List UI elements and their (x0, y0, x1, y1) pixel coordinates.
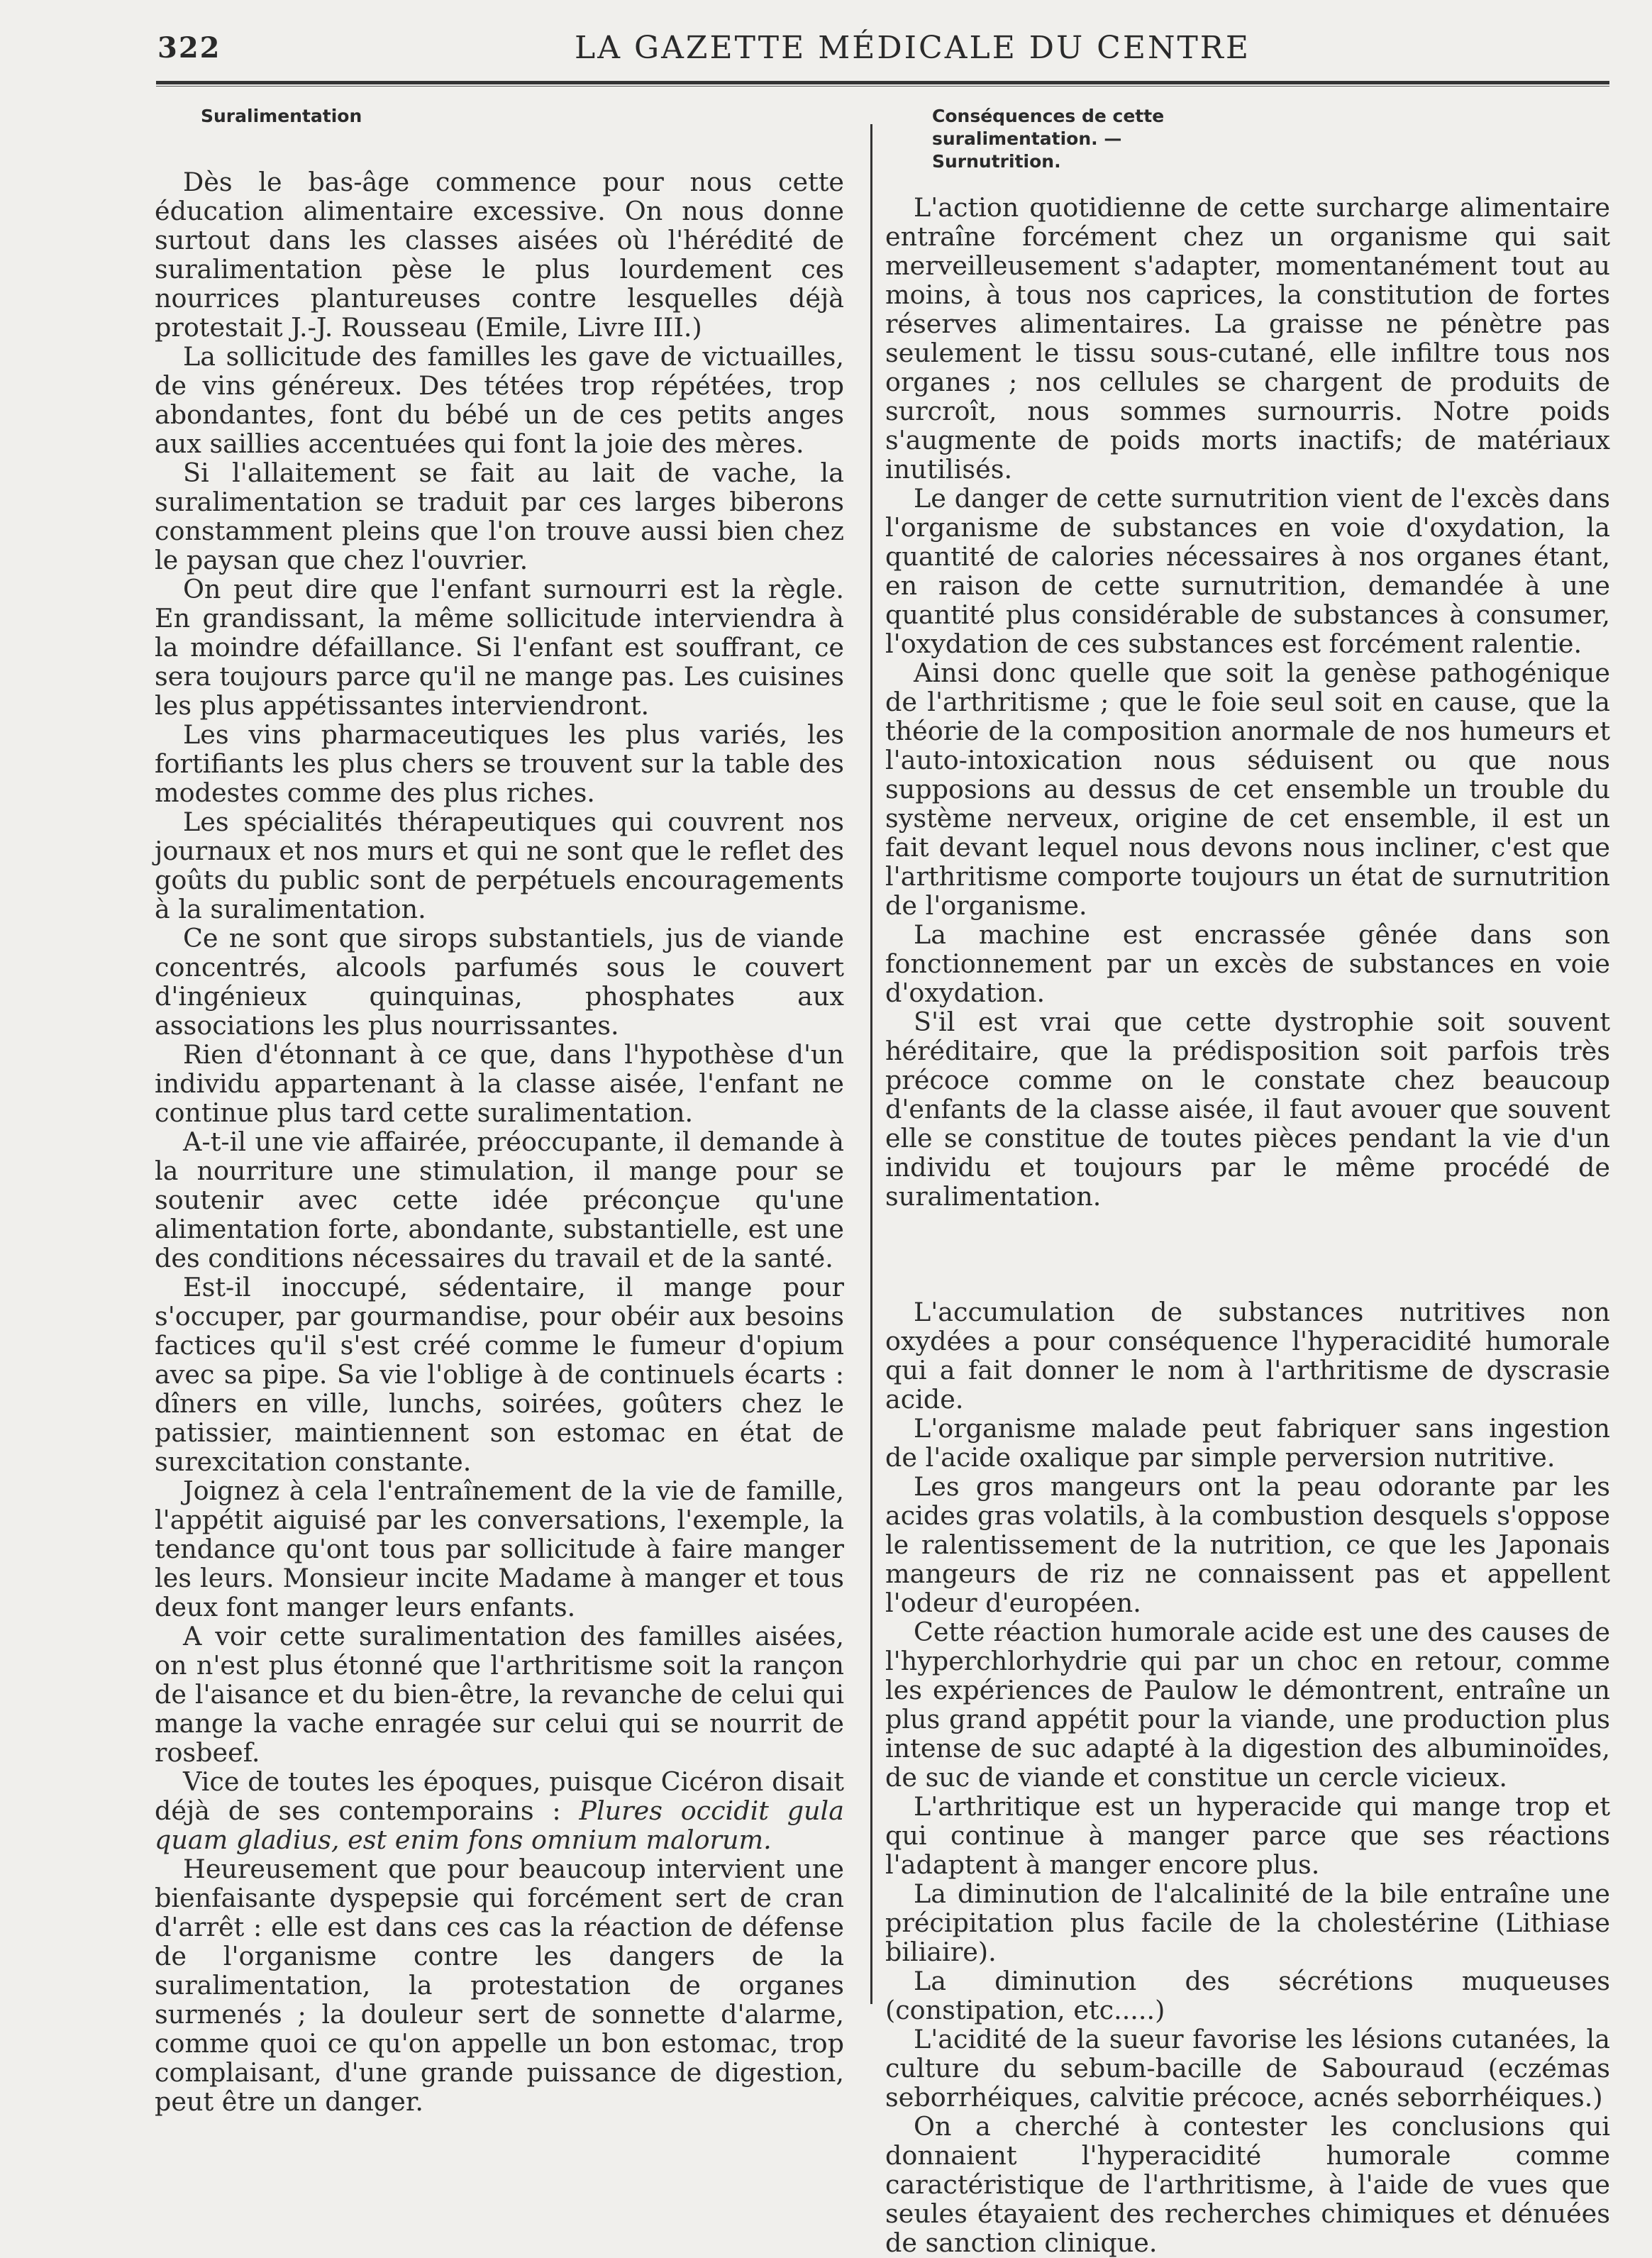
paragraph: L'action quotidienne de cette surcharge alimentaire entraîne forcément chez un organisme qui sait merveilleusement s'adapter, momentanément tout au moins, à tous nos caprices, la constitution de fortes réserves alimentaires. La graisse ne pénètre pas seulement le tissu sous-cutané, elle infiltre tous nos organes ; nos cellules se chargent de produits de surcroît, nous sommes surnourris. Notre poids s'augmente de poids morts inactifs; de matériaux inutilisés. (885, 192, 1610, 485)
column-divider (870, 124, 872, 2004)
paragraph: Les vins pharmaceutiques les plus variés, les fortifiants les plus chers se trouvent sur la table des modestes comme des plus riches. (155, 719, 844, 808)
journal-title: LA GAZETTE MÉDICALE DU CENTRE (575, 30, 1251, 66)
section-heading-consequences: Conséquences de cette suralimentation. — Surnutrition. (932, 106, 1165, 172)
paragraph: Dès le bas-âge commence pour nous cette éducation alimentaire excessive. On nous donne surtout dans les classes aisées où l'hérédité de suralimentation pèse le plus lourdement ces nourrices plantureuses contre lesquelles déjà protestait J.-J. Rousseau (Emile, Livre III.) (155, 167, 844, 343)
paragraph: On a cherché à contester les conclusions qui donnaient l'hyperacidité humorale comme caractéristique de l'arthritisme, à l'aide de vues que seules étayaient des recherches chimiques et dénuées de sanction clinique. (885, 2111, 1610, 2258)
section-heading-suralimentation: Suralimentation (201, 106, 362, 126)
paragraph: Si l'allaitement se fait au lait de vache, la suralimentation se traduit par ces larges biberons constamment pleins que l'on trouve aussi bien chez le paysan que chez l'ouvrier. (155, 458, 844, 575)
paragraph: La sollicitude des familles les gave de victuailles, de vins généreux. Des tétées trop répétées, trop abondantes, font du bébé un de ces petits anges aux saillies accentuées qui font la joie des mères. (155, 341, 844, 459)
left-column (155, 105, 844, 2116)
paragraph: L'acidité de la sueur favorise les lésions cutanées, la culture du sebum-bacille de Sabouraud (eczémas seborrhéiques, calvitie précoce, acnés seborrhéiques.) (885, 2024, 1610, 2113)
paragraph: Ainsi donc quelle que soit la genèse pathogénique de l'arthritisme ; que le foie seul soit en cause, que la théorie de la composition anormale de nos humeurs et l'auto-intoxication nous séduisent ou que nous supposions au dessus de cet ensemble un trouble du système nerveux, origine de cet ensemble, il est un fait devant lequel nous devons nous incliner, c'est que l'arthritisme comporte toujours un état de surnutrition de l'organisme. (885, 658, 1610, 921)
paragraph: Ce ne sont que sirops substantiels, jus de viande concentrés, alcools parfumés sous le couvert d'ingénieux quinquinas, phosphates aux associations les plus nourrissantes. (155, 923, 844, 1041)
paragraph: La diminution de l'alcalinité de la bile entraîne une précipitation plus facile de la cholestérine (Lithiase biliaire). (885, 1878, 1610, 1967)
page-number: 322 (157, 31, 221, 65)
paragraph: Le danger de cette surnutrition vient de l'excès dans l'organisme de substances en voie d'oxydation, la quantité de calories nécessaires à nos organes étant, en raison de cette surnutrition, demandée à une quantité plus considérable de substances à consumer, l'oxydation de ces substances est forcément ralentie. (885, 483, 1610, 659)
paragraph: L'accumulation de substances nutritives non oxydées a pour conséquence l'hyperacidité humorale qui a fait donner le nom à l'arthritisme de dyscrasie acide. (885, 1297, 1610, 1415)
paragraph: Joignez à cela l'entraînement de la vie de famille, l'appétit aiguisé par les conversations, l'exemple, la tendance qu'ont tous par sollicitude à faire manger les leurs. Monsieur incite Madame à manger et tous deux font manger leurs enfants. (155, 1476, 844, 1622)
paragraph: L'arthritique est un hyperacide qui mange trop et qui continue à manger parce que ses réactions l'adaptent à manger encore plus. (885, 1791, 1610, 1880)
paragraph: La diminution des sécrétions muqueuses (constipation, etc.....) (885, 1966, 1610, 2025)
blank-space (885, 1211, 1610, 1297)
paragraph: Est-il inoccupé, sédentaire, il mange pour s'occuper, par gourmandise, pour obéir aux besoins factices qu'il s'est créé comme le fumeur d'opium avec sa pipe. Sa vie l'oblige à de continuels écarts : dîners en ville, lunchs, soirées, goûters chez le patissier, maintiennent son estomac en état de surexcitation constante. (155, 1272, 844, 1477)
header-rule-thin (156, 86, 1609, 87)
paragraph-latin (155, 1767, 844, 1854)
paragraph: Heureusement que pour beaucoup intervient une bienfaisante dyspepsie qui forcément sert de cran d'arrêt : elle est dans ces cas la réaction de défense de l'organisme contre les dangers de la suralimentation, la protestation de organes surmenés ; la douleur sert de sonnette d'alarme, comme quoi ce qu'on appelle un bon estomac, trop complaisant, d'une grande puissance de digestion, peut être un danger. (155, 1854, 844, 2117)
paragraph: S'il est vrai que cette dystrophie soit souvent héréditaire, que la prédisposition soit parfois très précoce comme on le constate chez beaucoup d'enfants de la classe aisée, il faut avouer que souvent elle se constitue de toutes pièces pendant la vie d'un individu et toujours par le même procédé de suralimentation. (885, 1007, 1610, 1212)
paragraph: La machine est encrassée gênée dans son fonctionnement par un excès de substances en voie d'oxydation. (885, 919, 1610, 1008)
paragraph: A-t-il une vie affairée, préoccupante, il demande à la nourriture une stimulation, il mange pour se soutenir avec cette idée préconçue qu'une alimentation forte, abondante, substantielle, est une des conditions nécessaires du travail et de la santé. (155, 1127, 844, 1273)
paragraph: Les spécialités thérapeutiques qui couvrent nos journaux et nos murs et qui ne sont que le reflet des goûts du public sont de perpétuels encouragements à la suralimentation. (155, 807, 844, 924)
paragraph: Cette réaction humorale acide est une des causes de l'hyperchlorhydrie qui par un choc en retour, comme les expériences de Paulow le démontrent, entraîne un plus grand appétit pour la viande, une production plus intense de suc adapté à la digestion des albuminoïdes, de suc de viande et constitue un cercle vicieux. (885, 1617, 1610, 1793)
latin-quote: Plures occidit gula quam gladius, est enim fons omnium malorum. (155, 1795, 844, 1855)
paragraph: Les gros mangeurs ont la peau odorante par les acides gras volatils, à la combustion desquels s'oppose le ralentissement de la nutrition, ce que les Japonais mangeurs de riz ne connaissent pas et appellent l'odeur d'européen. (885, 1471, 1610, 1618)
latin-intro: Vice de toutes les époques, puisque Cicéron disait déjà de ses contemporains : (155, 1766, 844, 1826)
paragraph: L'organisme malade peut fabriquer sans ingestion de l'acide oxalique par simple perversion nutritive. (885, 1413, 1610, 1473)
header-rule (156, 81, 1609, 84)
paragraph: A voir cette suralimentation des familles aisées, on n'est plus étonné que l'arthritisme soit la rançon de l'aisance et du bien-être, la revanche de celui qui mange la vache enragée sur celui qui se nourrit de rosbeef. (155, 1621, 844, 1768)
paragraph: On peut dire que l'enfant surnourri est la règle. En grandissant, la même sollicitude interviendra à la moindre défaillance. Si l'enfant est souffrant, ce sera toujours parce qu'il ne mange pas. Les cuisines les plus appétissantes interviendront. (155, 574, 844, 721)
paragraph: Rien d'étonnant à ce que, dans l'hypothèse d'un individu appartenant à la classe aisée, l'enfant ne continue plus tard cette suralimentation. (155, 1039, 844, 1128)
right-column (885, 105, 1610, 2257)
